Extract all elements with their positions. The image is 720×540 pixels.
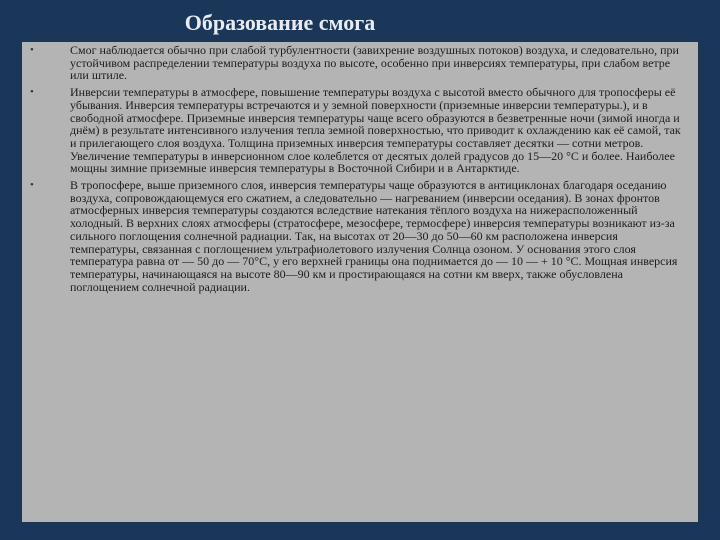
bullet-marker: •	[30, 44, 34, 56]
slide-title: Образование смога	[184, 10, 376, 35]
bullet-item	[24, 44, 684, 82]
bullet-text: Инверсии температуры в атмосфере, повышение температуры воздуха с высотой вместо обычного для тропосферы её убывания. Инверсия температуры встречаются и у земной поверхности (приземные инверсии температуры.), и в свободной атмосфере. Приземные инверсия температуры чаще всего образуются в безветренные ночи (зимой иногда и днём) в результате интенсивного излучения тепла земной поверхностью, что приводит к охлаждению как её самой, так и прилегающего слоя воздуха. Толщина приземных инверсия температуры составляет десятки — сотни метров. Увеличение температуры в инверсионном слое колеблется от десятых долей градусов до 15—20 °С и более. Наиболее мощны зимние приземные инверсия температуры в Восточной Сибири и в Антарктиде.	[70, 85, 681, 176]
bullet-marker: •	[30, 179, 34, 192]
bullet-marker: •	[30, 86, 34, 99]
bullet-text: В тропосфере, выше приземного слоя, инверсия температуры чаще образуются в антициклонах благодаря оседанию воздуха, сопровождающемуся его сжатием, а следовательно — нагреванием (инверсии оседания). В зонах фронтов атмосферных инверсия температуры создаются вследствие натекания тёплого воздуха на нижерасположенный холодный. В верхних слоях атмосферы (стратосфере, мезосфере, термосфере) инверсия температуры возникают из-за сильного поглощения солнечной радиации. Так, на высотах от 20—30 до 50—60 км расположена инверсия температуры, связанная с поглощением ультрафиолетового излучения Солнца озоном. У основания этого слоя температура равна от — 50 до — 70°С, у его верхней границы она поднимается до — 10 — + 10 °С. Мощная инверсия температуры, начинающаяся на высоте 80—90 км и простирающаяся на сотни км вверх, также обусловлена поглощением солнечной радиации.	[70, 178, 678, 294]
bullet-text: Смог наблюдается обычно при слабой турбулентности (завихрение воздушных потоков) воздуха, и следовательно, при устойчивом распределении температуры воздуха по высоте, особенно при инверсиях температуры, при слабом ветре или штиле.	[70, 43, 679, 83]
bullet-item	[24, 86, 684, 175]
bullet-item	[24, 179, 684, 293]
bullet-list	[24, 44, 684, 293]
